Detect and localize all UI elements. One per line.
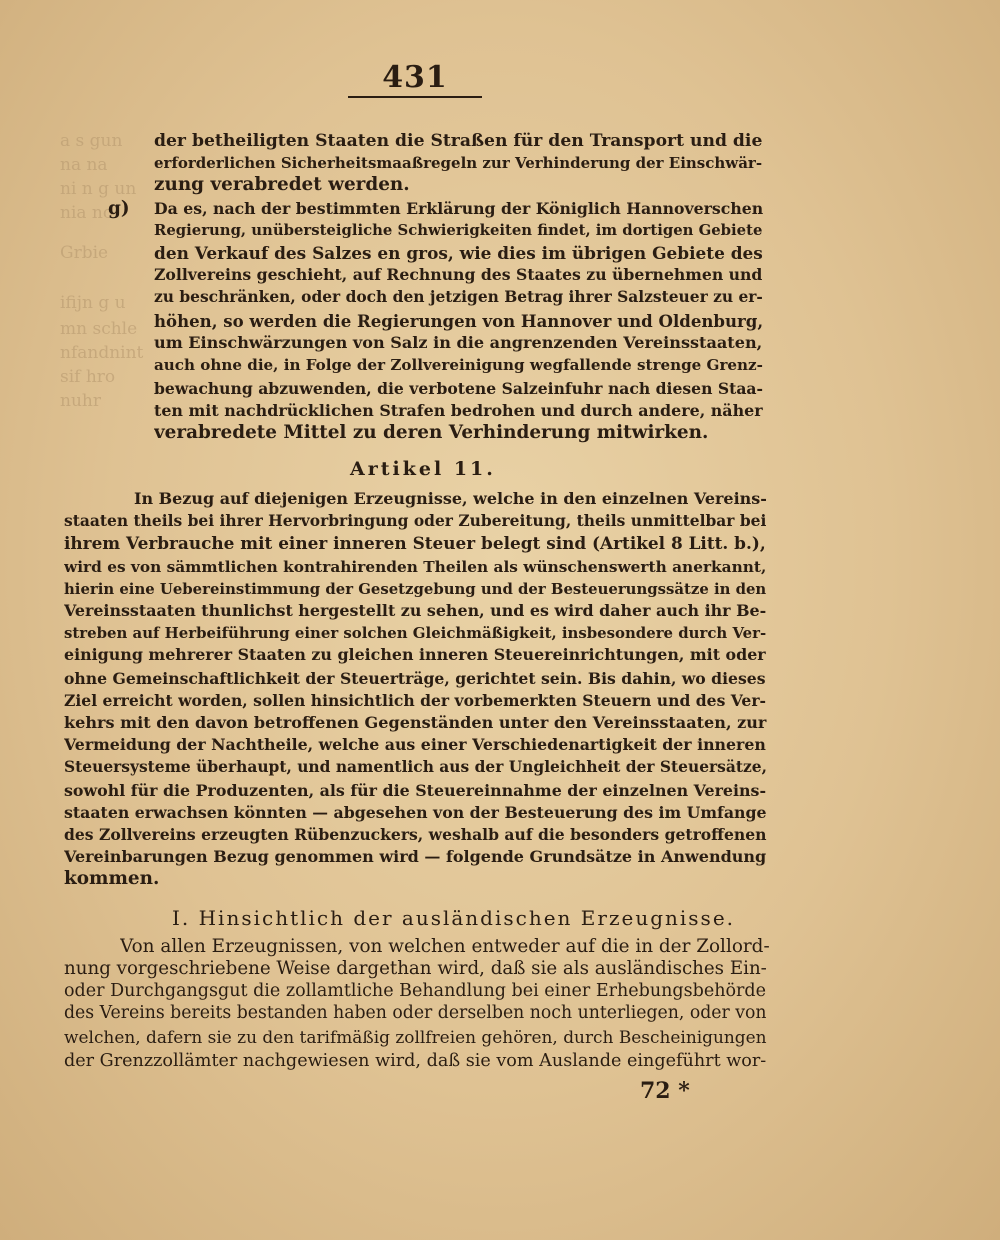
text-line: ohne Gemeinschaftlichkeit der Steuerträge, gerichtet sein. Bis dahin, wo dieses xyxy=(64,669,766,688)
bleed-through-text: mn schle xyxy=(60,319,138,339)
text-line: Da es, nach der bestimmten Erklärung der Königlich Hannoverschen xyxy=(154,199,764,218)
text-line: Vermeidung der Nachtheile, welche aus einer Verschiedenartigkeit der inneren xyxy=(64,735,766,754)
text-line: auch ohne die, in Folge der Zollvereinigung wegfallende strenge Grenz- xyxy=(154,356,763,374)
printer-signature: 72 * xyxy=(640,1078,690,1104)
text-line: um Einschwärzungen von Salz in die angrenzenden Vereinsstaaten, xyxy=(154,333,763,352)
bleed-through-text: na na xyxy=(60,155,108,175)
bleed-through-text: nfandnint xyxy=(60,343,144,363)
text-line: sowohl für die Produzenten, als für die Steuereinnahme der einzelnen Vereins- xyxy=(64,781,767,800)
text-line: staaten theils bei ihrer Hervorbringung oder Zubereitung, theils unmittelbar bei xyxy=(64,511,767,530)
text-line: kommen. xyxy=(64,868,160,889)
text-line: zu beschränken, oder doch den jetzigen Betrag ihrer Salzsteuer zu er- xyxy=(154,287,763,306)
text-line: staaten erwachsen könnten — abgesehen von der Besteuerung des im Umfange xyxy=(64,803,767,822)
text-line: einigung mehrerer Staaten zu gleichen inneren Steuereinrichtungen, mit oder xyxy=(64,645,766,664)
bleed-through-text: sif hro xyxy=(60,367,116,387)
text-line: ten mit nachdrücklichen Strafen bedrohen und durch andere, näher xyxy=(154,401,763,420)
article-heading: Artikel 11. xyxy=(350,458,496,480)
text-line: Von allen Erzeugnissen, von welchen entweder auf die in der Zollord- xyxy=(120,936,770,957)
bleed-through-text: a s gun xyxy=(60,131,123,151)
bleed-through-text: nia no xyxy=(60,203,114,223)
text-line: welchen, dafern sie zu den tarifmäßig zollfreien gehören, durch Bescheinigungen xyxy=(64,1027,767,1047)
text-line: wird es von sämmtlichen kontrahirenden Theilen als wünschenswerth anerkannt, xyxy=(64,558,767,576)
text-line: Zollvereins geschieht, auf Rechnung des Staates zu übernehmen und xyxy=(154,265,763,284)
text-line: zung verabredet werden. xyxy=(154,174,410,195)
page-number-rule xyxy=(348,96,482,98)
text-line: der Grenzzollämter nachgewiesen wird, daß sie vom Auslande eingeführt wor- xyxy=(64,1051,767,1071)
text-line: erforderlichen Sicherheitsmaaßregeln zur Verhinderung der Einschwär- xyxy=(154,154,763,172)
bleed-through-text: Grbie xyxy=(60,243,109,263)
text-line: oder Durchgangsgut die zollamtliche Behandlung bei einer Erhebungsbehörde xyxy=(64,981,766,1001)
text-line: des Zollvereins erzeugten Rübenzuckers, weshalb auf die besonders getroffenen xyxy=(64,825,767,844)
text-line: Vereinbarungen Bezug genommen wird — folgende Grundsätze in Anwendung xyxy=(64,847,767,866)
text-line: bewachung abzuwenden, die verbotene Salzeinfuhr nach diesen Staa- xyxy=(154,379,764,398)
text-line: nung vorgeschriebene Weise dargethan wird, daß sie als ausländisches Ein- xyxy=(64,958,767,979)
text-line: kehrs mit den davon betroffenen Gegenständen unter den Vereinsstaaten, zur xyxy=(64,713,767,732)
text-line: verabredete Mittel zu deren Verhinderung mitwirken. xyxy=(154,422,709,443)
text-line: hierin eine Uebereinstimmung der Gesetzgebung und der Besteuerungssätze in den xyxy=(64,580,767,598)
text-line: höhen, so werden die Regierungen von Hannover und Oldenburg, xyxy=(154,311,764,331)
text-line: streben auf Herbeiführung einer solchen Gleichmäßigkeit, insbesondere durch Ver- xyxy=(64,624,767,642)
text-line: In Bezug auf diejenigen Erzeugnisse, welche in den einzelnen Vereins- xyxy=(134,489,767,508)
bleed-through-text: nuhr xyxy=(60,391,101,411)
text-line: Ziel erreicht worden, sollen hinsichtlich der vorbemerkten Steuern und des Ver- xyxy=(64,691,767,710)
bleed-through-text: ni n g un xyxy=(60,179,137,199)
text-line: der betheiligten Staaten die Straßen für den Transport und die xyxy=(154,131,763,151)
text-line: Regierung, unübersteigliche Schwierigkeiten findet, im dortigen Gebiete xyxy=(154,222,763,239)
text-line: Vereinsstaaten thunlichst hergestellt zu sehen, und es wird daher auch ihr Be- xyxy=(64,601,767,620)
text-line: ihrem Verbrauche mit einer inneren Steuer belegt sind (Artikel 8 Litt. b.), xyxy=(64,533,766,553)
section-heading: I. Hinsichtlich der ausländischen Erzeugnisse. xyxy=(172,906,736,930)
text-line: Steuersysteme überhaupt, und namentlich aus der Ungleichheit der Steuersätze, xyxy=(64,758,767,776)
text-line: den Verkauf des Salzes en gros, wie dies im übrigen Gebiete des xyxy=(154,243,763,263)
text-line: des Vereins bereits bestanden haben oder derselben noch unterliegen, oder von xyxy=(64,1003,767,1023)
bleed-through-text: ifijn g u xyxy=(60,293,126,313)
list-marker-g: g) xyxy=(108,198,130,219)
page-number: 431 xyxy=(382,60,448,95)
